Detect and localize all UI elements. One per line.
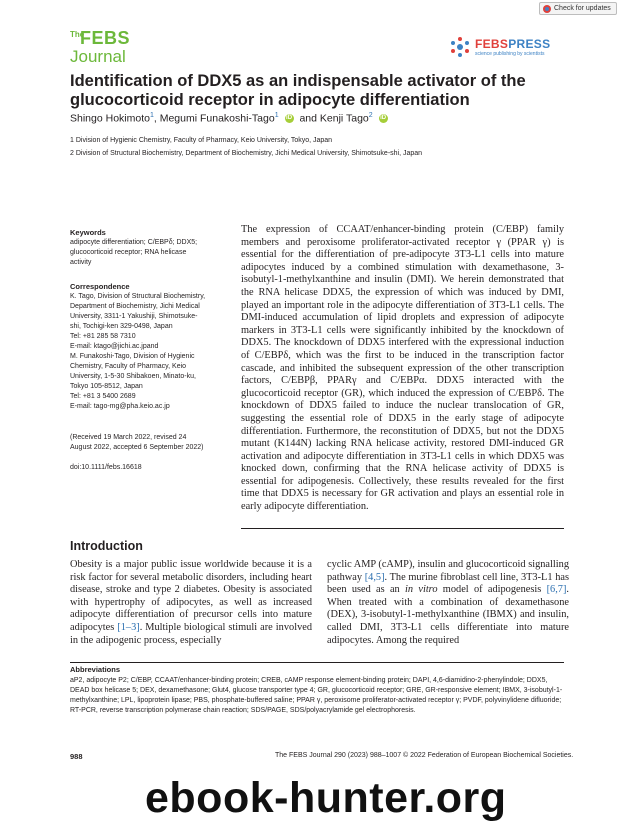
keywords-heading: Keywords [70, 228, 106, 237]
citation-link[interactable]: [1–3] [117, 621, 140, 633]
correspondence-email[interactable]: E-mail: ktago@jichi.ac.jpand [70, 343, 159, 350]
page-number: 988 [70, 752, 83, 761]
correspondence-heading: Correspondence [70, 282, 130, 291]
keyword-line: glucocorticoid receptor; RNA helicase [70, 249, 187, 256]
intro-text: . The murine fibroblast cell line, 3T3-L1 has been used as an [327, 571, 569, 596]
citation-link[interactable]: [4,5] [364, 571, 385, 583]
logo-journal: Journal [70, 47, 126, 66]
citation-link[interactable]: [6,7] [546, 584, 567, 596]
author-separator: , [153, 112, 157, 125]
correspondence-line: Tel: +81 3 5400 2689 [70, 393, 136, 400]
introduction-heading: Introduction [70, 539, 143, 553]
correspondence-block [70, 292, 230, 412]
crossmark-icon [543, 5, 551, 13]
abbreviations-heading: Abbreviations [70, 665, 121, 674]
orcid-icon[interactable]: iD [380, 115, 387, 122]
affiliation-marker: 1 [149, 112, 154, 119]
check-for-updates-label: Check for updates [554, 5, 611, 12]
correspondence-line: shi, Tochigi-ken 329-0498, Japan [70, 323, 173, 330]
check-for-updates-button[interactable] [539, 2, 617, 15]
affiliation-marker: 1 [274, 112, 279, 119]
affiliation-1: 1 Division of Hygienic Chemistry, Faculty of Pharmacy, Keio University, Tokyo, Japan [70, 137, 333, 144]
received-line: (Received 19 March 2022, revised 24 [70, 434, 187, 441]
correspondence-line: Tokyo 105-8512, Japan [70, 383, 143, 390]
keyword-line: adipocyte differentiation; C/EBPδ; DDX5; [70, 239, 198, 246]
intro-text: . Multiple biological stimuli are involved in the adipogenic process, especially [70, 621, 312, 646]
correspondence-line: Tel: +81 285 58 7310 [70, 333, 136, 340]
febs-press-tagline: science publishing by scientists [475, 51, 545, 57]
author-name[interactable]: Kenji Tago [319, 112, 369, 125]
abbreviations-divider [70, 662, 564, 663]
intro-italic: in vitro [405, 584, 438, 596]
febs-journal-logo [56, 26, 136, 68]
correspondence-line: Chemistry, Faculty of Pharmacy, Keio [70, 363, 187, 370]
article-title: Identification of DDX5 as an indispensable activator of the glucocorticoid receptor in adipocyte differentiation [70, 72, 526, 109]
febs-press-mark-icon [449, 36, 471, 58]
correspondence-line: University, 3311-1 Yakushiji, Shimotsuke- [70, 313, 198, 320]
intro-text: Obesity is a major public issue worldwide because it is a risk factor for several metabolic disorders, including heart disease, stroke and type 2 diabetes. Obesity is associated with hypertrophy of adipocytes, as well as increased adipocyte differentiation of precursor cells into mature adipocytes [70, 559, 312, 633]
logo-the: The [70, 30, 85, 39]
received-dates [70, 433, 230, 453]
author-name[interactable]: Shingo Hokimoto [70, 112, 150, 125]
keyword-line: activity [70, 259, 92, 266]
correspondence-email[interactable]: E-mail: tago-mg@pha.keio.ac.jp [70, 403, 170, 410]
abbreviations-text: aP2, adipocyte P2; C/EBP, CCAAT/enhancer-binding protein; CREB, cAMP response element-binding protein; DAPI, 4,6-diamidino-2-phenylindole; DDX5, DEAD box helicase 5; DEX, dexamethasone; Glut4, glucose transporter type 4; GR, glucocorticoid receptor; GRE, GR-responsive element; IBMX, 3-isobutyl-1-methylxanthine; LPL, lipoprotein lipase; PBS, phosphate-buffered saline; PPAR γ, peroxisome proliferator-activated receptor γ; PVDF, polyvinylidene difluoride; RT-PCR, reverse transcription polymerase chain reaction; SDS/PAGE, SDS/polyacrylamide gel electrophoresis. [70, 677, 563, 714]
correspondence-line: University, 1-5-30 Shibakoen, Minato-ku, [70, 373, 196, 380]
abstract-text: The expression of CCAAT/enhancer-binding protein (C/EBP) family members and peroxisome proliferator-activated receptor γ (PPAR γ) is essential for the differentiation of pre-adipocyte 3T3-L1 cells into mature adipocytes induced by a combined stimulation with dexamethasone, 3-isobutyl-1-methylxanthine and insulin (DMI). We herein demonstrated that the RNA helicase DDX5, the expression of which was induced by DMI, played an important role in the adipocyte differentiation of 3T3-L1 cells. The DMI-induced accumulation of lipid droplets and expression of adipocyte markers in 3T3-L1 cells were significantly inhibited by the knockdown of DDX5. The knockdown of DDX5 interfered with the expressional induction of C/EBPδ, which was the first to be induced in the transcription factor cascade, and inhibited the subsequent expression of the other transcription factors, C/EBPβ, PPARγ and C/EBPα. DDX5 interacted with the glucocorticoid receptor (GR), which induced the expression of C/EBPδ. The knockdown of DDX5 failed to induce the nuclear translocation of GR, suggesting the essential role of DDX5 in the early stage of adipocyte differentiation. Furthermore, the reconstitution of DDX5, but not the DDX5 mutant (K144N) lacking RNA helicase activity, restored DMI-induced GR activation and adipocyte differentiation in 3T3-L1 cells in which DDX5 was knocked down, confirming that the RNA helicase activity of DDX5 is essential for adipogenesis. Collectively, these results revealed for the first time that DDX5 is necessary for GR activation and plays an essential role in early adipocyte differentiation. [241, 224, 564, 513]
affiliation-2: 2 Division of Structural Biochemistry, Department of Biochemistry, Jichi Medical University, Shimotsuke-shi, Japan [70, 150, 423, 157]
febs-press-name: FEBSPRESS [475, 37, 551, 51]
author-name[interactable]: Megumi Funakoshi-Tago [159, 112, 275, 125]
correspondence-line: K. Tago, Division of Structural Biochemistry, [70, 293, 206, 300]
introduction-right-column [327, 559, 569, 647]
intro-text: model of adipogenesis [437, 584, 547, 596]
logo-febs: FEBS [80, 28, 131, 48]
abstract-divider [241, 528, 564, 529]
introduction-left-column [70, 559, 312, 647]
orcid-icon[interactable]: iD [286, 115, 293, 122]
author-and: and [299, 112, 317, 125]
febs-press-logo [449, 35, 559, 61]
affiliation-marker: 2 [368, 112, 373, 119]
doi-link[interactable]: doi:10.1111/febs.16618 [70, 464, 142, 471]
received-line: August 2022, accepted 6 September 2022) [70, 444, 204, 451]
correspondence-line: M. Funakoshi-Tago, Division of Hygienic [70, 353, 195, 360]
intro-text: . When treated with a combination of dexamethasone (DEX), 3-isobutyl-1-methylxanthine (IBMX) and insulin, called DMI, 3T3-L1 cells differentiate into mature adipocytes. Among the required [327, 584, 569, 646]
journal-footer: The FEBS Journal 290 (2023) 988–1007 © 2022 Federation of European Biochemical Societies. [275, 752, 574, 759]
intro-text: cyclic AMP (cAMP), insulin and glucocorticoid signalling pathway [327, 559, 569, 583]
keywords-list [70, 238, 230, 268]
author-list [70, 112, 570, 125]
watermark: ebook-hunter.org [145, 774, 507, 822]
correspondence-line: Department of Biochemistry, Jichi Medical [70, 303, 200, 310]
